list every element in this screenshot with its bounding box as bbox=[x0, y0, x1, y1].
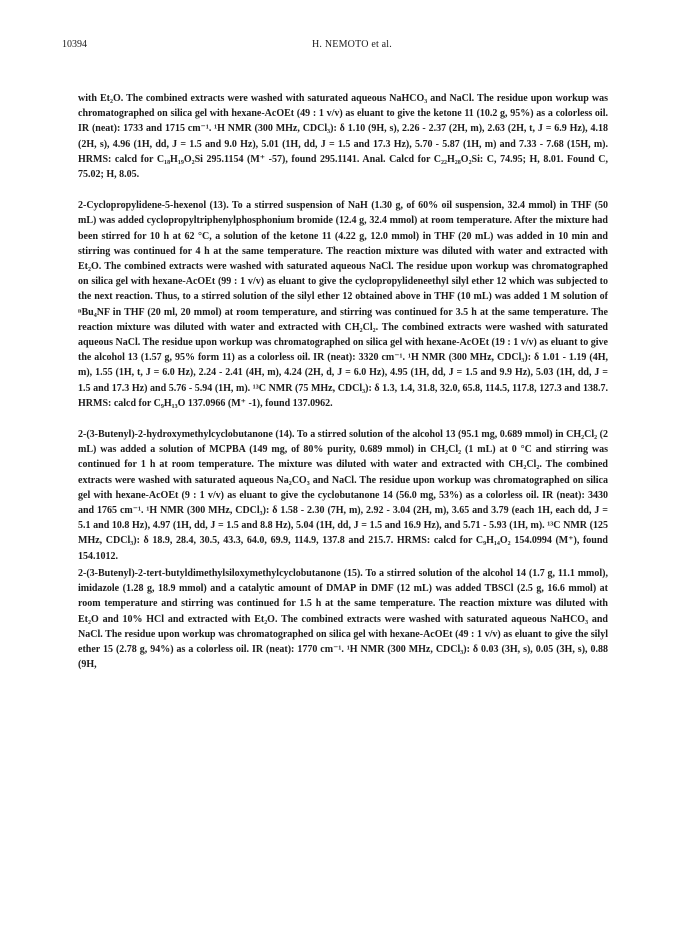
paragraph-ketone-11: with Et₂O. The combined extracts were washed with saturated aqueous NaHCO₃ and NaCl. The residue upon workup was chromatographed on silica gel with hexane-AcOEt (49 : 1 v/v) as eluant to give the ketone 11 (10.2 g, 95%) as a colorless oil. IR (neat): 1733 and 1715 cm⁻¹. ¹H NMR (300 MHz, CDCl₃): δ 1.10 (9H, s), 2.26 - 2.37 (2H, m), 2.63 (2H, t, J = 6.9 Hz), 4.18 (2H, s), 4.96 (1H, dd, J = 1.5 and 9.0 Hz), 5.01 (1H, dd, J = 1.5 and 17.3 Hz), 5.70 - 5.87 (1H, m) and 7.33 - 7.68 (15H, m). HRMS: calcd for C₁₈H₁₉O₂Si 295.1154 (M⁺ -57), found 295.1141. Anal. Calcd for C₂₂H₂₈O₂Si: C, 74.95; H, 8.01. Found C, 75.02; H, 8.05. bbox=[78, 93, 608, 181]
running-author-line: H. NEMOTO et al. bbox=[312, 39, 392, 50]
paragraph-compound-13: 2-Cyclopropylidene-5-hexenol (13). To a stirred suspension of NaH (1.30 g, of 60% oil suspension, 32.4 mmol) in THF (50 mL) was added cyclopropyltriphenylphosphonium bromide (12.4 g, 32.4 mmol) at room temperature. After the mixture had been stirred for 10 h at 62 °C, a solution of the ketone 11 (4.22 g, 12.0 mmol) in THF (20 mL) was added in 10 min and stirring was continued for 4 h at the same temperature. The reaction mixture was diluted with water and extracted with Et₂O. The combined extracts were washed with saturated aqueous NaCl. The residue upon workup was chromatographed on silica gel with hexane-AcOEt (99 : 1 v/v) as eluant to give the cyclopropylideneethyl silyl ether 12 which was subjected to the next reaction. Thus, to a stirred solution of the silyl ether 12 obtained above in THF (10 mL) was added 1 M solution of ⁿBu₄NF in THF (20 ml, 20 mmol) at room temperature, and stirring was continued for 3.5 h at the same temperature. The reaction mixture was diluted with water and extracted with CH₂Cl₂. The combined extracts were washed with saturated aqueous NaCl. The residue upon workup was chromatographed on silica gel with hexane-AcOEt (19 : 1 v/v) as eluant to give the alcohol 13 (1.57 g, 95% form 11) as a colorless oil. IR (neat): 3320 cm⁻¹. ¹H NMR (300 MHz, CDCl₃): δ 1.01 - 1.19 (4H, m), 1.55 (1H, t, J = 6.0 Hz), 2.24 - 2.41 (4H, m), 4.24 (2H, d, J = 6.0 Hz), 4.95 (1H, dd, J = 1.5 and 9.9 Hz), 5.03 (1H, dd, J = 1.5 and 17.3 Hz) and 5.76 - 5.94 (1H, m). ¹³C NMR (75 MHz, CDCl₃): δ 1.3, 1.4, 31.8, 32.0, 65.8, 114.5, 117.8, 127.3 and 138.7. HRMS: calcd for C₉H₁₃O 137.0966 (M⁺ -1), found 137.0962. bbox=[78, 200, 608, 409]
paragraph-compound-14: 2-(3-Butenyl)-2-hydroxymethylcyclobutanone (14). To a stirred solution of the alcohol 13 (95.1 mg, 0.689 mmol) in CH₂Cl₂ (2 mL) was added a solution of MCPBA (149 mg, of 80% purity, 0.689 mmol) in CH₂Cl₂ (1 mL) at 0 °C and stirring was continued for 1 h at room temperature. The mixture was diluted with water and extracted with CH₂Cl₂. The combined extracts were washed with saturated aqueous Na₂CO₃ and NaCl. The residue upon workup was chromatographed on silica gel with hexane-AcOEt (9 : 1 v/v) as eluant to give the cyclobutanone 14 (56.0 mg, 53%) as a colorless oil. IR (neat): 3430 and 1765 cm⁻¹. ¹H NMR (300 MHz, CDCl₃): δ 1.58 - 2.30 (7H, m), 2.92 - 3.04 (2H, m), 3.65 and 3.79 (each 1H, each dd, J = 5.1 and 10.8 Hz), 4.97 (1H, dd, J = 1.5 and 8.8 Hz), 5.04 (1H, dd, J = 1.5 and 16.9 Hz), and 5.71 - 5.93 (1H, m). ¹³C NMR (125 MHz, CDCl₃): δ 18.9, 28.4, 30.5, 43.3, 64.0, 69.9, 114.9, 137.8 and 215.7. HRMS: calcd for C₉H₁₄O₂ 154.0994 (M⁺), found 154.1012. bbox=[78, 429, 608, 562]
page-number: 10394 bbox=[62, 39, 87, 50]
paragraph-compound-15: 2-(3-Butenyl)-2-tert-butyldimethylsiloxymethylcyclobutanone (15). To a stirred solution of the alcohol 14 (1.7 g, 11.1 mmol), imidazole (1.28 g, 18.9 mmol) and a catalytic amount of DMAP in DMF (12 mL) was added TBSCl (2.5 g, 16.6 mmol) at room temperature and stirring was continued for 1.5 h at the same temperature. The reaction mixture was diluted with Et₂O and 10% HCl and extracted with Et₂O. The combined extracts were washed with saturated aqueous NaHCO₃ and NaCl. The residue upon workup was chromatographed on silica gel with hexane-AcOEt (49 : 1 v/v) as eluant to give the silyl ether 15 (2.78 g, 94%) as a colorless oil. IR (neat): 1770 cm⁻¹. ¹H NMR (300 MHz, CDCl₃): δ 0.03 (3H, s), 0.05 (3H, s), 0.88 (9H, bbox=[78, 567, 608, 671]
running-header bbox=[62, 38, 632, 52]
experimental-body bbox=[78, 91, 608, 672]
